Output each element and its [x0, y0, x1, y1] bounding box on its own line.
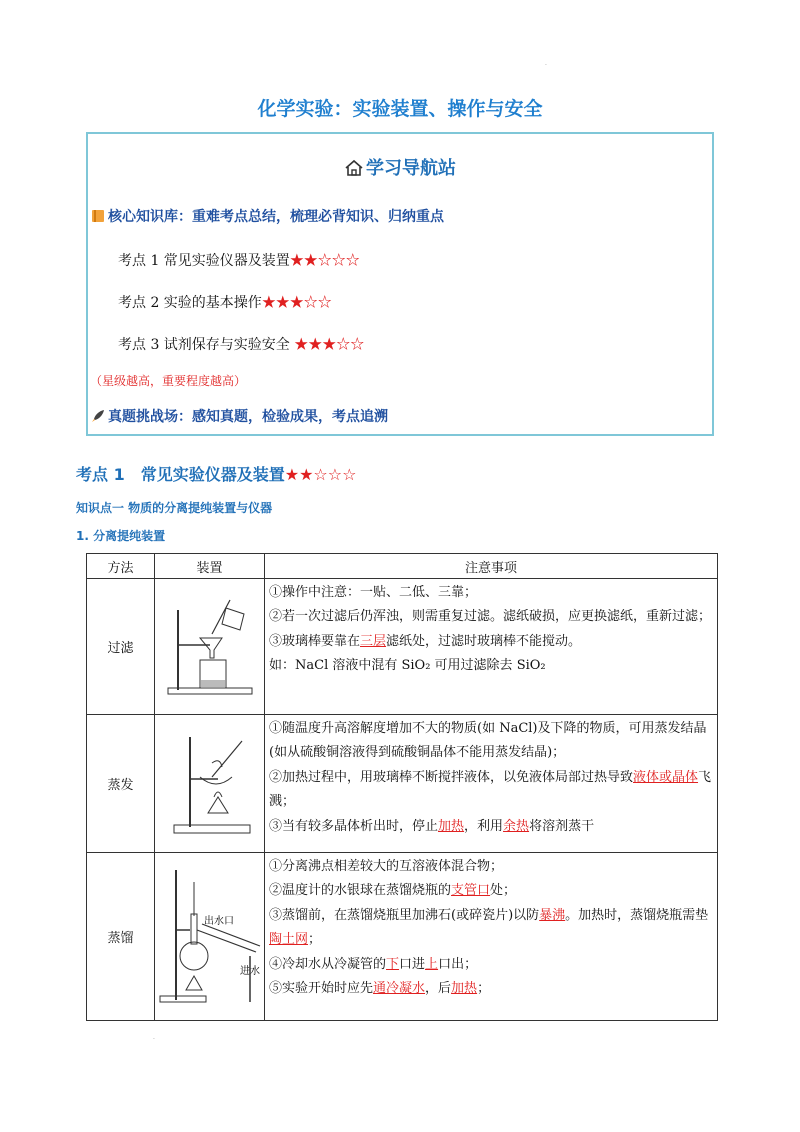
note-text: 如：NaCl 溶液中混有 SiO₂ 可用过滤除去 SiO₂	[269, 658, 546, 674]
table-header-row	[87, 554, 718, 579]
stars: ★★☆☆☆	[289, 253, 360, 269]
table-row	[87, 853, 718, 1021]
distillation-diagram	[155, 853, 265, 1021]
note-text: ③当有较多晶体析出时，停止	[269, 818, 439, 834]
note-text: 口进	[399, 956, 426, 972]
note-line	[269, 630, 713, 654]
note-text: 飞溅；	[269, 769, 712, 810]
note-line	[269, 766, 713, 815]
note-text: ，利用	[464, 818, 504, 834]
note-line	[269, 977, 713, 1001]
section-heading: 考点 1 常见实验仪器及装置★★☆☆☆	[76, 465, 357, 484]
challenge-text: 真题挑战场：感知真题，检验成果，考点追溯	[108, 409, 388, 425]
evaporation-diagram	[155, 715, 265, 853]
notes-cell	[265, 853, 718, 1021]
nav-box	[86, 132, 714, 436]
note-text: 口出；	[438, 956, 478, 972]
note-line	[269, 855, 713, 879]
stars: ★★★☆☆	[261, 295, 332, 311]
note-line	[269, 904, 713, 953]
page-title: 化学实验：实验装置、操作与安全	[257, 98, 543, 120]
nav-title	[88, 154, 712, 180]
answer-highlight: 三层	[360, 633, 387, 649]
core-library	[90, 206, 444, 226]
notes-cell	[265, 579, 718, 715]
note-text: ④冷却水从冷凝管的	[269, 956, 387, 972]
header-apparatus: 装置	[155, 554, 265, 579]
answer-highlight: 暴沸	[539, 907, 566, 923]
key-point-3: 考点 3 试剂保存与实验安全 ★★★☆☆	[118, 337, 365, 353]
table-row	[87, 715, 718, 853]
separation-table	[86, 553, 718, 1021]
note-text: 滤纸处，过滤时玻璃棒不能搅动。	[386, 633, 582, 649]
note-text: ②加热过程中，用玻璃棒不断搅拌液体，以免液体局部过热导致	[269, 769, 634, 785]
note-text: ②温度计的水银球在蒸馏烧瓶的	[269, 883, 452, 899]
note-text: ①随温度升高溶解度增加不大的物质(如 NaCl)及下降的物质，可用蒸发结晶(如从硫酸铜溶液得到硫酸铜晶体不能用蒸发结晶)；	[269, 721, 707, 761]
method-cell: 过滤	[87, 579, 155, 715]
header-notes: 注意事项	[265, 554, 718, 579]
method-cell: 蒸发	[87, 715, 155, 853]
note-text: ；	[308, 932, 322, 948]
notes-cell	[265, 715, 718, 853]
key-point-1: 考点 1 常见实验仪器及装置★★☆☆☆	[118, 253, 360, 269]
note-line	[269, 605, 713, 629]
answer-highlight: 余热	[503, 818, 530, 834]
subsection-heading: 1. 分离提纯装置	[76, 529, 166, 543]
note-text: 将溶剂蒸干	[529, 818, 595, 834]
note-text: ；	[477, 981, 491, 997]
note-line	[269, 717, 713, 766]
table-row	[87, 579, 718, 715]
inlet-label: 进水	[239, 965, 260, 977]
answer-highlight: 下	[386, 956, 400, 972]
outlet-label: 出水口	[203, 915, 234, 927]
stars: ★★★☆☆	[294, 337, 365, 353]
header-method: 方法	[87, 554, 155, 579]
note-line	[269, 953, 713, 977]
note-text: ①操作中注意：一贴、二低、三靠；	[269, 585, 478, 600]
answer-highlight: 支管口	[451, 883, 491, 899]
note-text: 处；	[490, 883, 517, 899]
note-text: 。加热时，蒸馏烧瓶需垫	[565, 907, 709, 923]
note-text: ③玻璃棒要靠在	[269, 633, 361, 649]
home-icon	[344, 158, 364, 178]
answer-highlight: 陶土网	[269, 932, 309, 948]
note-line	[269, 654, 713, 678]
note-text: ，后	[425, 981, 452, 997]
book-icon	[90, 208, 106, 224]
note-text: ⑤实验开始时应先	[269, 981, 374, 997]
core-library-text: 核心知识库：重难考点总结，梳理必背知识、归纳重点	[108, 209, 444, 225]
note-line	[269, 581, 713, 605]
knowledge-point-heading: 知识点一 物质的分离提纯装置与仪器	[76, 501, 273, 515]
note-line	[269, 879, 713, 903]
key-point-2: 考点 2 实验的基本操作★★★☆☆	[118, 295, 332, 311]
method-cell: 蒸馏	[87, 853, 155, 1021]
note-text: ①分离沸点相差较大的互溶液体混合物；	[269, 859, 504, 874]
answer-highlight: 上	[425, 956, 439, 972]
filtration-diagram	[155, 579, 265, 715]
challenge-line	[90, 406, 388, 426]
note-line	[269, 815, 713, 839]
page-mark: .	[545, 60, 547, 67]
note-text: ②若一次过滤后仍浑浊，则需重复过滤。滤纸破损，应更换滤纸，重新过滤；	[269, 609, 712, 625]
note-text: ③蒸馏前，在蒸馏烧瓶里加沸石(或碎瓷片)以防	[269, 907, 540, 923]
answer-highlight: 加热	[451, 981, 478, 997]
answer-highlight: 液体或晶体	[633, 769, 699, 785]
rocket-icon	[90, 408, 106, 424]
page-mark: .	[153, 1034, 155, 1041]
answer-highlight: 加热	[438, 818, 465, 834]
stars: ★★☆☆☆	[284, 465, 357, 484]
answer-highlight: 通冷凝水	[373, 981, 426, 997]
nav-title-text: 学习导航站	[366, 158, 456, 179]
importance-note: （星级越高，重要程度越高）	[90, 374, 247, 388]
